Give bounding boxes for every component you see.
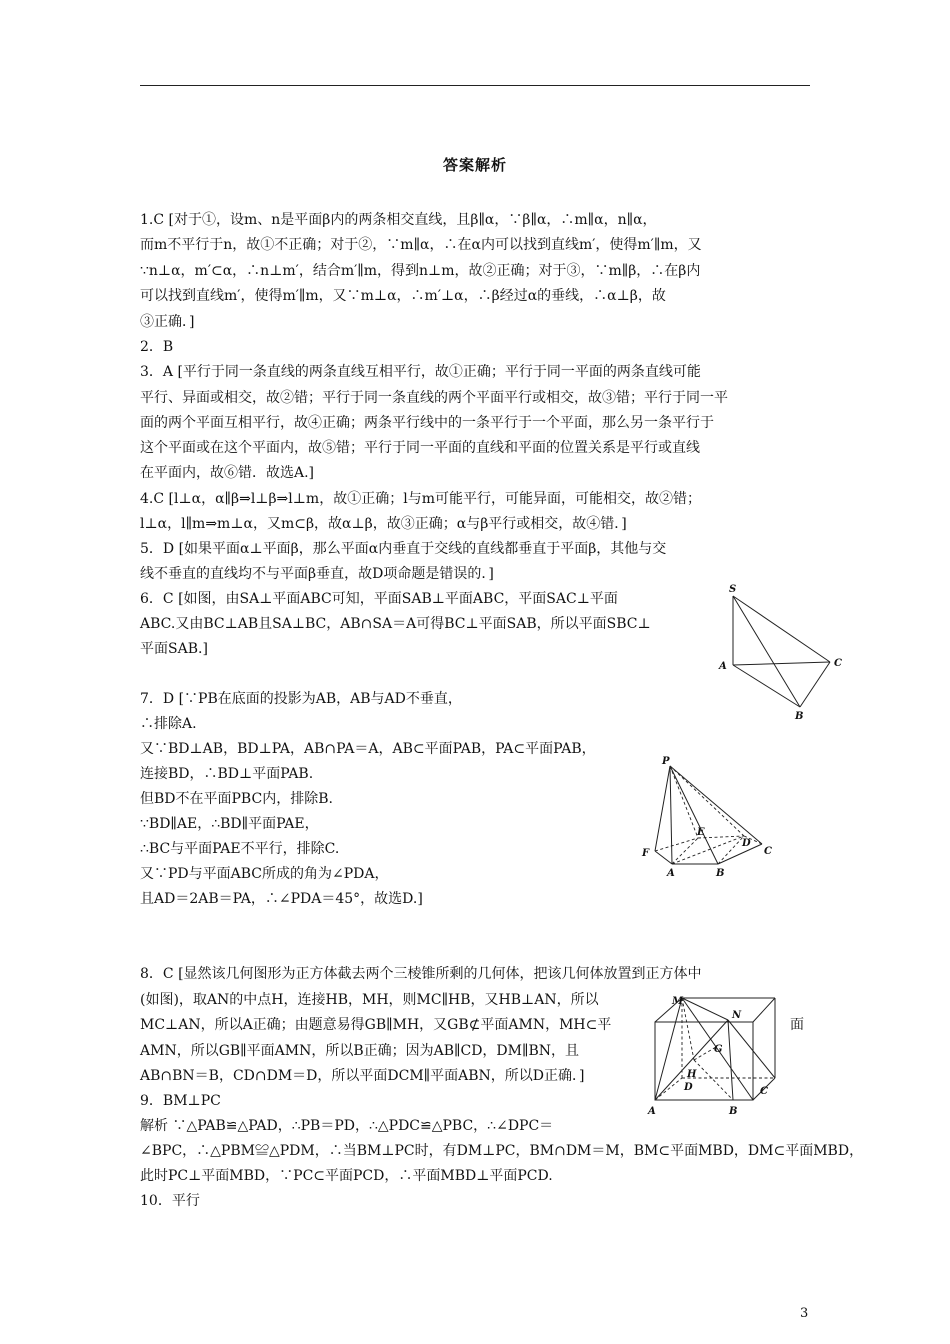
- text-line: 而m不平行于n，故①不正确；对于②，∵m∥α，∴在α内可以找到直线m′，使得m′∥m，又: [140, 237, 702, 253]
- fig8-label-b: B: [729, 1106, 738, 1117]
- text-line: 且AD＝2AB＝PA，∴∠PDA＝45°，故选D.]: [140, 891, 423, 907]
- text-line: 这个平面或在这个平面内，故⑤错；平行于同一平面的直线和平面的位置关系是平行或直线: [140, 440, 700, 456]
- cube-figure: [640, 990, 785, 1120]
- text-line: ∵n⊥α，m′⊂α，∴n⊥m′，结合m′∥m，得到n⊥m，故②正确；对于③，∵m∥β，∴在β内: [140, 263, 701, 279]
- text-line: 8．C [显然该几何图形为正方体截去两个三棱锥所剩的几何体，把该几何体放置到正方体中: [140, 966, 702, 982]
- fig8-label-a: A: [648, 1106, 656, 1117]
- text-line: 连接BD，∴BD⊥平面PAB.: [140, 766, 314, 782]
- text-line: ∴BC与平面PAE不平行，排除C.: [140, 841, 340, 857]
- text-line: 1.C [对于①，设m、n是平面β内的两条相交直线，且β∥α，∵β∥α，∴m∥α，n∥α，: [140, 212, 657, 228]
- text-line: AMN，所以GB∥平面AMN，所以B正确；因为AB∥CD，DM∥BN，且: [140, 1043, 579, 1059]
- text-line: 面: [790, 1017, 804, 1033]
- fig8-label-m: M: [672, 996, 684, 1007]
- fig8-label-n: N: [732, 1010, 742, 1021]
- fig8-label-h: H: [687, 1069, 697, 1080]
- text-line: 在平面内，故⑥错．故选A.]: [140, 465, 315, 481]
- text-line: 又∵BD⊥AB，BD⊥PA，AB∩PA＝A，AB⊂平面PAB，PA⊂平面PAB，: [140, 741, 596, 757]
- fig7-label-c: C: [764, 846, 772, 857]
- text-line: ③正确．]: [140, 314, 195, 330]
- text-line: 6．C [如图，由SA⊥平面ABC可知，平面SAB⊥平面ABC，平面SAC⊥平面: [140, 591, 618, 607]
- text-line: 平面SAB.]: [140, 641, 208, 657]
- text-line: AB∩BN＝B，CD∩DM＝D，所以平面DCM∥平面ABN，所以D正确．]: [140, 1068, 585, 1084]
- text-line: MC⊥AN，所以A正确；由题意易得GB∥MH，又GB⊄平面AMN，MH⊂平: [140, 1017, 612, 1033]
- text-line: ∵BD∥AE，∴BD∥平面PAE，: [140, 816, 319, 832]
- text-line: (如图)，取AN的中点H，连接HB，MH，则MC∥HB，又HB⊥AN，所以: [140, 992, 599, 1008]
- fig6-label-b: B: [795, 711, 804, 722]
- page-number: 3: [800, 1306, 809, 1321]
- text-line: 此时PC⊥平面MBD，∵PC⊂平面PCD，∴平面MBD⊥平面PCD.: [140, 1168, 553, 1184]
- text-line: 又∵PD与平面ABC所成的角为∠PDA，: [140, 866, 389, 882]
- text-line: 4.C [l⊥α，α∥β⇒l⊥β⇒l⊥m，故①正确；l与m可能平行，可能异面，可能相交，故②错；: [140, 491, 701, 507]
- text-line: 3．A [平行于同一条直线的两条直线互相平行，故①正确；平行于同一平面的两条直线可能: [140, 364, 701, 380]
- fig8-label-g: G: [714, 1044, 723, 1055]
- fig7-label-a: A: [667, 868, 675, 879]
- text-line: 可以找到直线m′，使得m′∥m，又∵m⊥α，∴m′⊥α，∴β经过α的垂线，∴α⊥β，故: [140, 288, 666, 304]
- text-line: 2．B: [140, 339, 174, 355]
- text-line: 但BD不在平面PBC内，排除B.: [140, 791, 333, 807]
- header-rule: [140, 85, 810, 86]
- text-line: 解析 ∵△PAB≌△PAD，∴PB＝PD，∴△PDC≌△PBC，∴∠DPC＝: [140, 1118, 554, 1134]
- text-line: 5．D [如果平面α⊥平面β，那么平面α内垂直于交线的直线都垂直于平面β，其他与交: [140, 541, 667, 557]
- tetrahedron-figure: [715, 582, 850, 724]
- fig8-label-d: D: [684, 1082, 693, 1093]
- hexagonal-pyramid-figure: [640, 756, 780, 882]
- text-line: 10．平行: [140, 1193, 200, 1209]
- fig7-label-b: B: [716, 868, 725, 879]
- text-line: l⊥α，l∥m⇒m⊥α，又m⊂β，故α⊥β，故③正确；α与β平行或相交，故④错．]: [140, 516, 627, 532]
- text-line: 9．BM⊥PC: [140, 1093, 221, 1109]
- text-line: 面的两个平面互相平行，故④正确；两条平行线中的一条平行于一个平面，那么另一条平行于: [140, 415, 714, 431]
- text-line: ∠BPC，∴△PBM≌△PDM，∴当BM⊥PC时，有DM⊥PC，BM∩DM＝M，BM⊂平面MBD，DM⊂平面MBD，: [140, 1143, 864, 1159]
- fig8-label-c: C: [760, 1086, 768, 1097]
- section-title: 答案解析: [442, 156, 507, 174]
- text-line: 7．D [∵PB在底面的投影为AB，AB与AD不垂直，: [140, 691, 462, 707]
- fig6-label-a: A: [719, 661, 727, 672]
- fig7-label-p: P: [662, 756, 670, 767]
- fig7-label-e: E: [697, 827, 705, 838]
- text-line: ABC.又由BC⊥AB且SA⊥BC，AB∩SA＝A可得BC⊥平面SAB，所以平面SBC⊥: [140, 616, 651, 632]
- fig7-label-d: D: [742, 838, 751, 849]
- fig6-label-c: C: [834, 658, 842, 669]
- text-line: 线不垂直的直线均不与平面β垂直，故D项命题是错误的．]: [140, 566, 494, 582]
- fig7-label-f: F: [642, 848, 650, 859]
- text-line: ∴排除A.: [140, 716, 197, 732]
- text-line: 平行、异面或相交，故②错；平行于同一条直线的两个平面平行或相交，故③错；平行于同一平: [140, 390, 728, 406]
- fig6-label-s: S: [729, 584, 737, 595]
